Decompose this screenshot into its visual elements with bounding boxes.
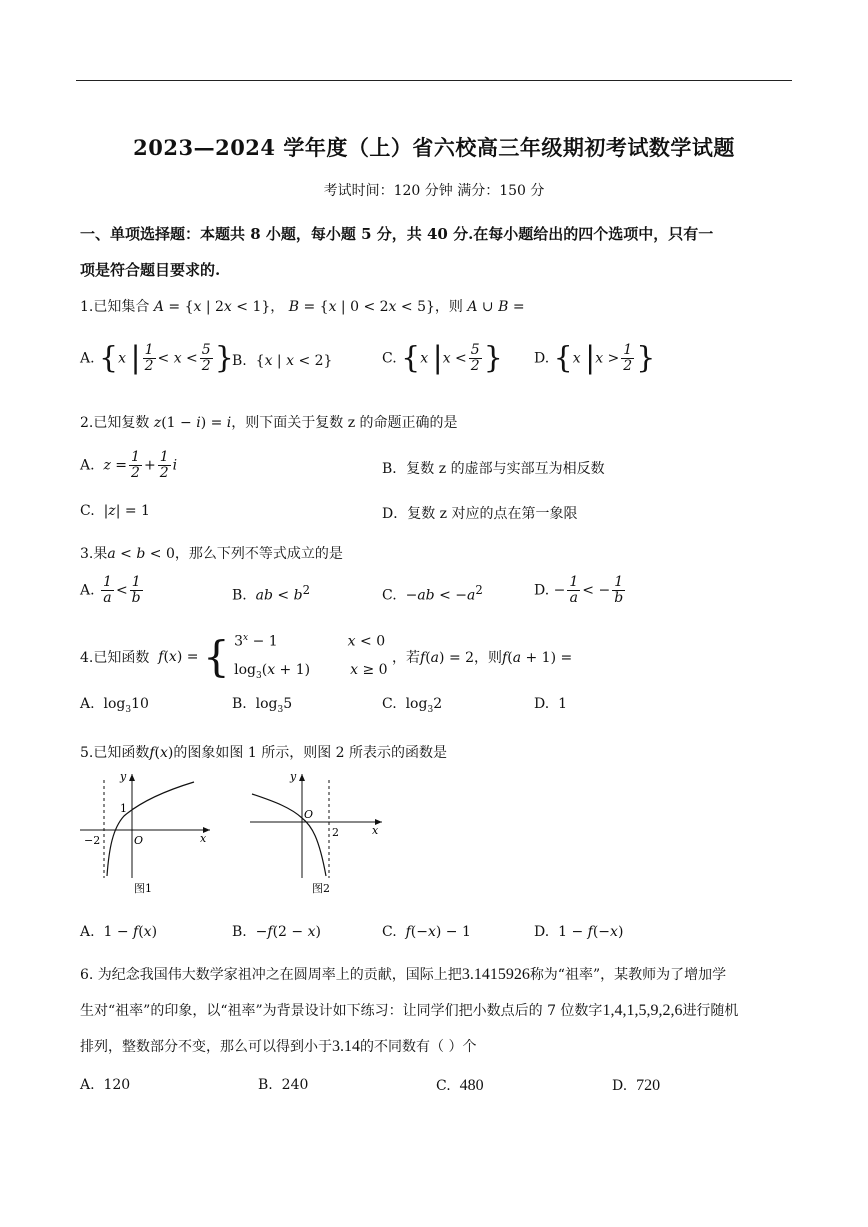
- q2-prefix: 2.已知复数: [80, 415, 150, 431]
- q4-option-c[interactable]: C. $\log_32$: [382, 696, 443, 715]
- q4-option-a-label: A.: [80, 696, 95, 712]
- q5-option-b[interactable]: B. −f(2 − x): [232, 924, 321, 940]
- q1-option-d[interactable]: D. {x |x > $\frac{1}{2}$ }: [534, 340, 656, 376]
- q4-option-b-label: B.: [232, 696, 247, 712]
- question-6: [80, 957, 795, 1065]
- q6-line1-text: 6. 为纪念我国伟大数学家祖冲之在圆周率上的贡献，国际上把: [80, 967, 462, 983]
- question-3: [80, 543, 343, 563]
- q5-option-a[interactable]: A. 1 − f(x): [80, 924, 158, 940]
- q2-option-a-label: A.: [80, 457, 95, 474]
- q3-option-b[interactable]: B. ab < $b^2$: [232, 583, 310, 604]
- q5-option-b-label: B.: [232, 924, 247, 940]
- q4-option-b[interactable]: B. $\log_35$: [232, 696, 293, 715]
- q6-line1b-text: 称为“祖率”，某教师为了增加学: [529, 967, 727, 983]
- q6-line3b-text: 的不同数有（ ）个: [360, 1039, 477, 1055]
- fig1-origin-label: O: [134, 834, 144, 847]
- q5-option-c-label: C.: [382, 924, 397, 940]
- fig1-caption: 图1: [134, 882, 152, 895]
- q1-option-a[interactable]: A. {x | $\frac{1}{2}$ < x < $\frac{5}{2}$ }: [80, 340, 234, 376]
- figure-2: [250, 770, 382, 895]
- q1-set-a: A = {x | 2x < 1}: [153, 299, 271, 315]
- q1-prefix: 1.已知集合: [80, 299, 150, 315]
- q1-option-d-label: D.: [534, 350, 550, 367]
- q6-line3: [80, 1029, 795, 1065]
- fig2-y-arrow: [299, 774, 305, 781]
- q4-middle: ，若: [392, 649, 421, 666]
- section-heading-line2: 项是符合题目要求的.: [80, 261, 221, 279]
- q4-prefix: 4.已知函数: [80, 649, 150, 666]
- q1-union: A ∪ B =: [467, 299, 525, 315]
- q6-digits: 1,4,1,5,9,2,6: [602, 1002, 683, 1019]
- q6-line2-text: 生对“祖率”的印象，以“祖率”为背景设计如下练习：让同学们把小数点后的 7 位数字: [80, 1003, 603, 1019]
- q1-option-a-label: A.: [80, 350, 95, 367]
- fig1-x-label: x: [200, 832, 207, 845]
- q2-option-a[interactable]: A. z = $\frac{1}{2}$ + $\frac{1}{2}$ i: [80, 449, 178, 481]
- fig2-y-label: y: [290, 770, 297, 783]
- q6-option-b-label: B.: [258, 1077, 273, 1093]
- q4-option-d[interactable]: [534, 696, 567, 712]
- q3-prefix: 3.果: [80, 546, 108, 562]
- figure-1: [80, 770, 210, 895]
- q1-option-b[interactable]: B. {x | x < 2}: [232, 353, 333, 369]
- fig2-two-label: 2: [332, 826, 339, 839]
- fig2-curve: [252, 794, 326, 876]
- q1-then: ，则: [434, 299, 463, 315]
- fig1-one-label: 1: [120, 802, 127, 815]
- q6-option-b-value: 240: [281, 1077, 309, 1093]
- q4-piecewise: f(x) = { $3^x - 1$ x < 0 $\log_3(x + 1) x \ge 0$: [158, 631, 388, 681]
- q1-sep: ，: [270, 299, 285, 315]
- q6-option-a[interactable]: [80, 1077, 130, 1093]
- q2-option-d[interactable]: D．复数 z 对应的点在第一象限: [382, 506, 578, 522]
- section-heading-line1: 一、单项选择题：本题共 8 小题，每小题 5 分，共 40 分.在每小题给出的四个选项中，只有一: [80, 225, 714, 243]
- q2-option-c[interactable]: C. |z| = 1: [80, 503, 150, 519]
- page-title: 2023—2024 学年度（上）省六校高三年级期初考试数学试题: [133, 135, 735, 160]
- q4-option-c-label: C.: [382, 696, 397, 712]
- q3-option-a-label: A.: [80, 582, 95, 599]
- q4-option-d-label: D.: [534, 696, 550, 712]
- q6-option-b[interactable]: [258, 1077, 308, 1093]
- q3-option-b-label: B.: [232, 587, 247, 604]
- q6-line3-text: 排列，整数部分不变，那么可以得到小于: [80, 1039, 332, 1055]
- q6-option-c-label: C.: [436, 1078, 451, 1094]
- q3-option-a[interactable]: A. $\frac{1}{a}$ < $\frac{1}{b}$: [80, 574, 141, 606]
- q1-set-b: B = {x | 0 < 2x < 5}: [288, 299, 435, 315]
- q1-option-b-label: B.: [232, 353, 247, 369]
- q3-option-d-label: D.: [534, 582, 550, 599]
- q5-figures: [76, 768, 396, 900]
- q6-option-d[interactable]: [612, 1077, 660, 1095]
- q6-option-c-value: 480: [459, 1077, 484, 1094]
- q6-line2b-text: 进行随机: [682, 1003, 739, 1019]
- question-5: 5.已知函数f(x)的图象如图 1 所示，则图 2 所表示的函数是: [80, 745, 448, 761]
- q6-option-a-label: A.: [80, 1077, 95, 1093]
- q5-option-c[interactable]: C. f(−x) − 1: [382, 924, 471, 940]
- top-rule: [76, 80, 792, 81]
- fig2-caption: 图2: [312, 882, 330, 895]
- q6-pi-value: 3.1415926: [461, 966, 530, 983]
- q1-option-c[interactable]: C. {x |x < $\frac{5}{2}$ }: [382, 340, 503, 376]
- q4-then: ，则: [474, 649, 503, 666]
- q6-option-d-value: 720: [636, 1077, 661, 1094]
- q3-suffix: ，那么下列不等式成立的是: [174, 546, 343, 562]
- q5-prefix: 5.已知函数: [80, 745, 150, 761]
- q6-option-a-value: 120: [103, 1077, 131, 1093]
- question-1: [80, 296, 525, 316]
- q6-line1: [80, 957, 795, 993]
- q5-option-d[interactable]: D. 1 − f(−x): [534, 924, 624, 940]
- q6-option-c[interactable]: [436, 1077, 484, 1095]
- q3-option-d[interactable]: D. − $\frac{1}{a}$ < − $\frac{1}{b}$: [534, 574, 624, 606]
- q5-option-a-label: A.: [80, 924, 95, 940]
- fig1-y-label: y: [120, 770, 127, 783]
- q6-option-d-label: D.: [612, 1078, 628, 1094]
- fig1-curve: [107, 782, 194, 876]
- q4-option-a[interactable]: A. $\log_310$: [80, 696, 149, 715]
- section-heading: [80, 216, 795, 288]
- question-2: [80, 412, 458, 432]
- fig2-origin-label: O: [304, 808, 314, 821]
- exam-info: 考试时间：120 分钟 满分：150 分: [323, 183, 545, 199]
- fig1-neg2-label: −2: [84, 834, 101, 847]
- fig1-y-arrow: [129, 774, 135, 781]
- q5-option-d-label: D.: [534, 924, 550, 940]
- q6-compare-value: 3.14: [332, 1038, 360, 1055]
- q3-condition: a < b < 0: [107, 546, 175, 562]
- q4-option-d-value: 1: [558, 696, 568, 712]
- q2-option-c-label: C.: [80, 503, 95, 519]
- q6-line2: [80, 993, 795, 1029]
- q1-option-c-label: C.: [382, 350, 397, 367]
- fig2-x-label: x: [372, 824, 379, 837]
- q2-suffix: ，则下面关于复数 z 的命题正确的是: [231, 415, 458, 431]
- q3-option-c-label: C.: [382, 587, 397, 604]
- question-4: 4.已知函数 f(x) = { $3^x - 1$ x < 0 $\log_3(x + 1) x \ge 0$ ，若f(a) = 2，则f(a + 1) =: [80, 624, 572, 689]
- q2-option-b[interactable]: B．复数 z 的虚部与实部互为相反数: [382, 461, 605, 477]
- q2-equation: z(1 − i) = i: [153, 415, 232, 431]
- q3-option-c[interactable]: C. $-ab < -a^2$: [382, 583, 483, 604]
- q5-suffix: 的图象如图 1 所示，则图 2 所表示的函数是: [173, 745, 448, 761]
